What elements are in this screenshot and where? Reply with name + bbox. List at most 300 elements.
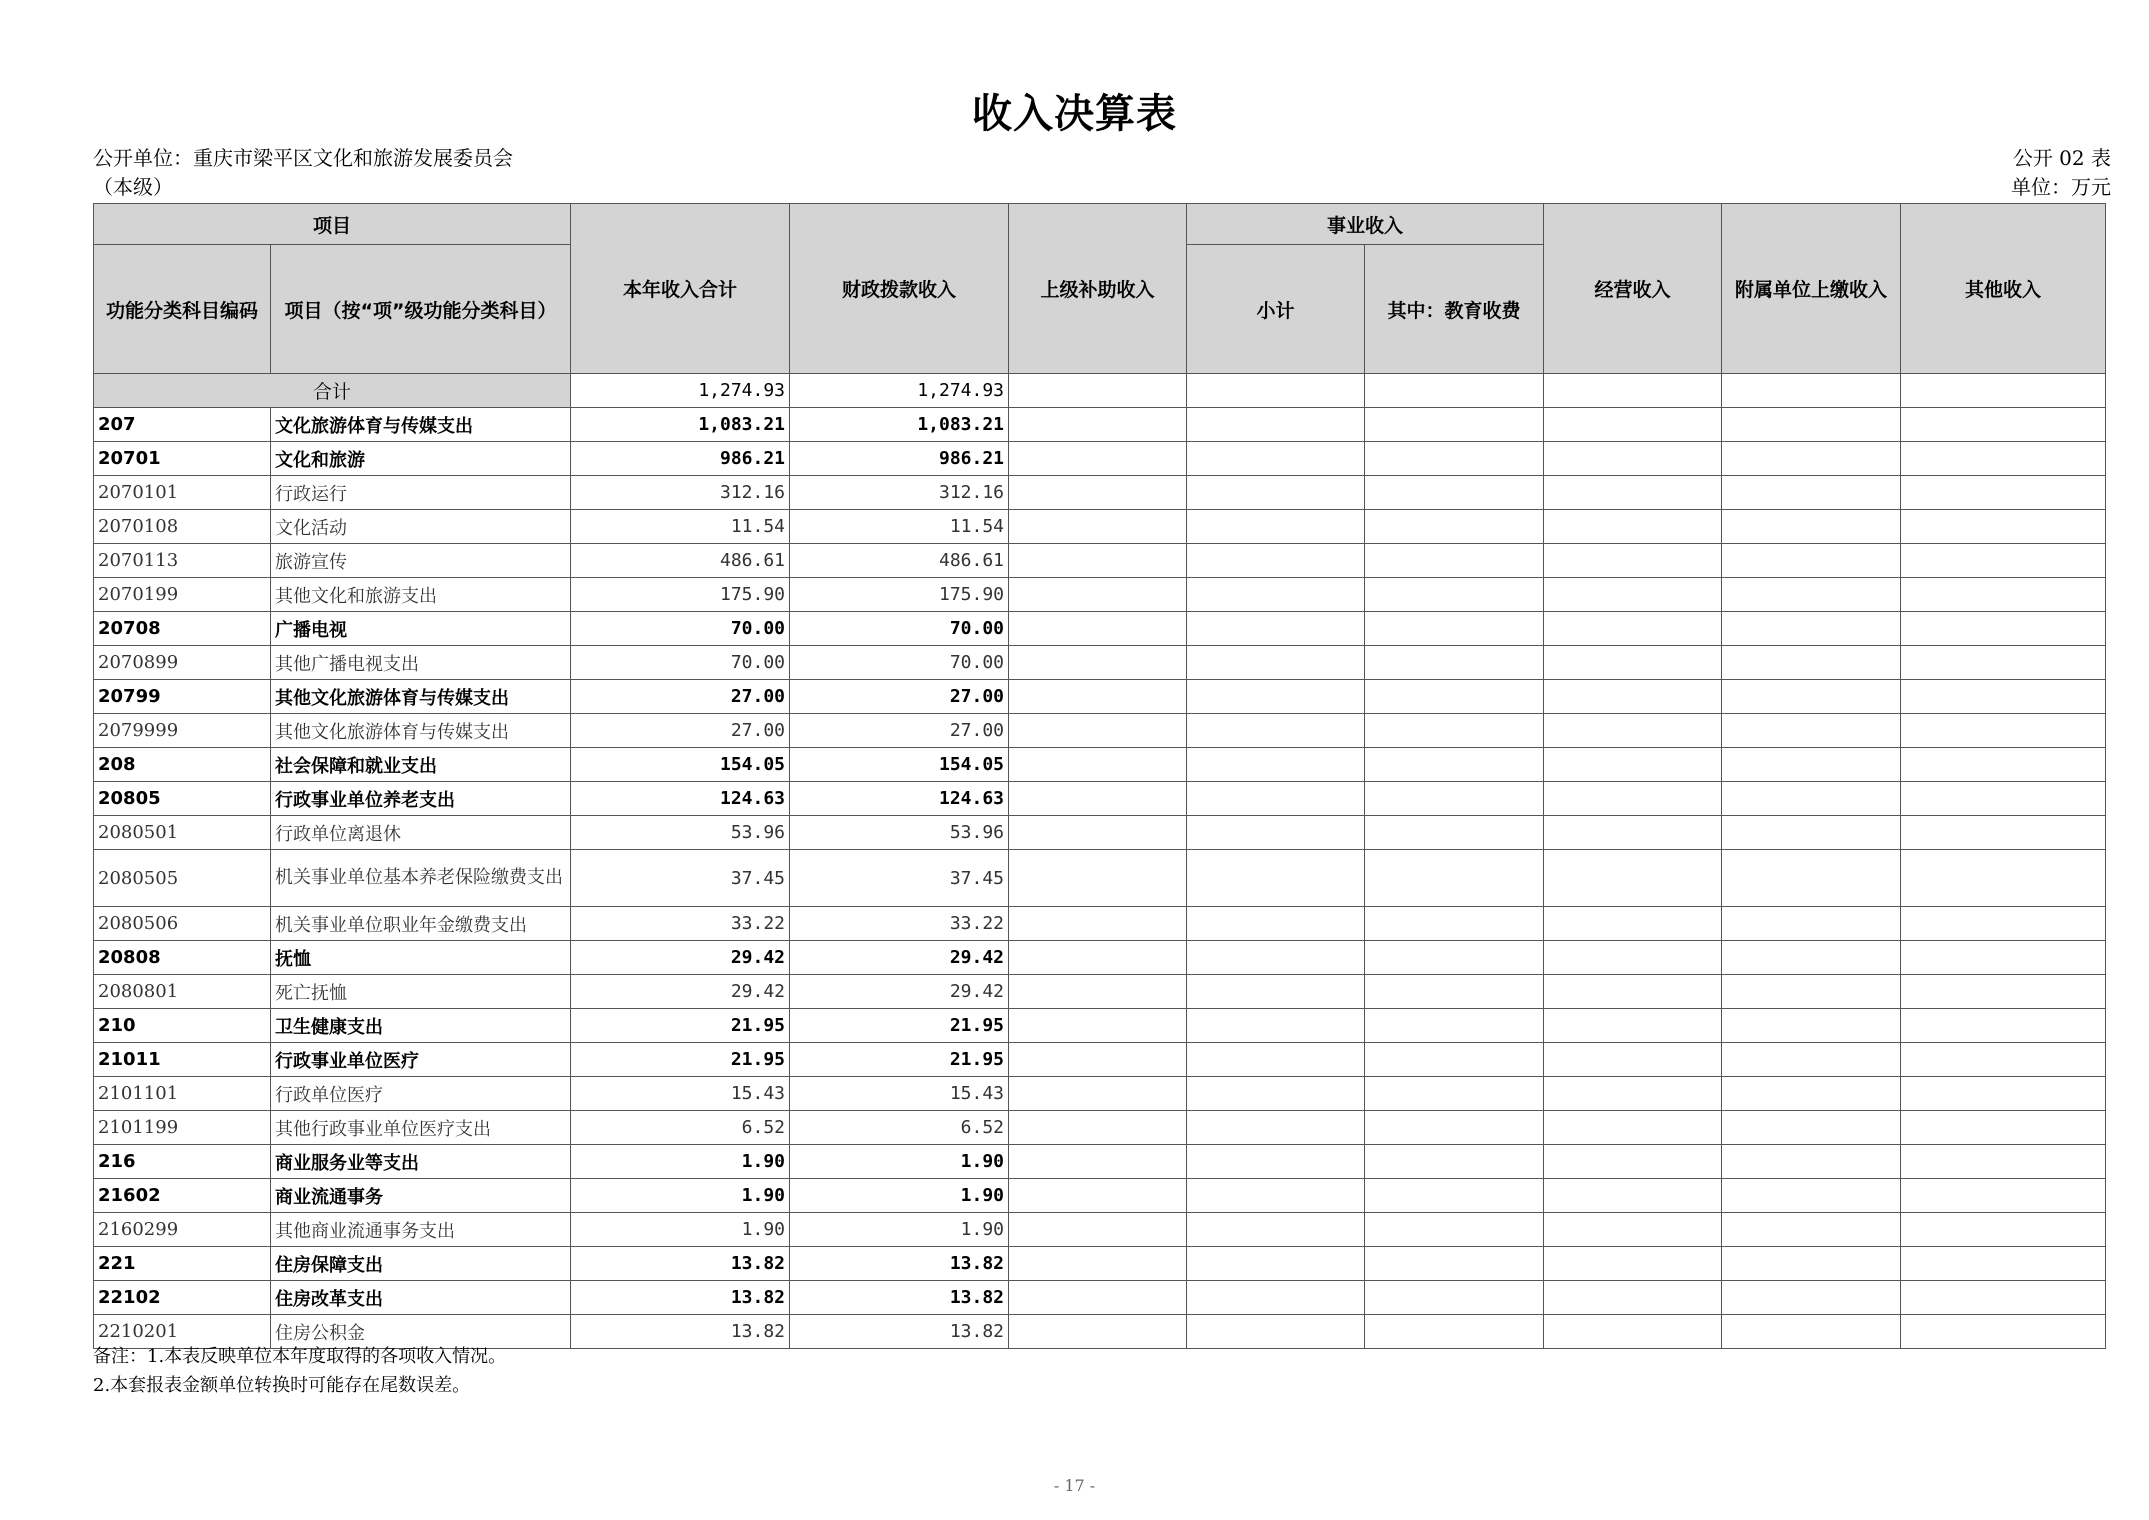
empty-cell <box>1365 1315 1544 1349</box>
row-name: 广播电视 <box>271 612 571 646</box>
row-total-income: 1.90 <box>571 1145 790 1179</box>
row-name: 行政事业单位养老支出 <box>271 782 571 816</box>
row-name: 行政单位离退休 <box>271 816 571 850</box>
empty-cell <box>1901 782 2106 816</box>
table-row <box>94 1111 2106 1145</box>
empty-cell <box>1544 612 1722 646</box>
row-code: 22102 <box>94 1281 271 1315</box>
empty-cell <box>1187 1247 1365 1281</box>
empty-cell <box>1009 1043 1187 1077</box>
empty-cell <box>1009 374 1187 408</box>
header-business-group: 事业收入 <box>1187 204 1544 245</box>
empty-cell <box>1901 544 2106 578</box>
empty-cell <box>1187 646 1365 680</box>
row-name: 其他广播电视支出 <box>271 646 571 680</box>
empty-cell <box>1009 408 1187 442</box>
note-1: 备注：1.本表反映单位本年度取得的各项收入情况。 <box>93 1346 507 1367</box>
empty-cell <box>1722 748 1901 782</box>
empty-cell <box>1544 544 1722 578</box>
table-row <box>94 975 2106 1009</box>
empty-cell <box>1187 476 1365 510</box>
empty-cell <box>1722 510 1901 544</box>
empty-cell <box>1365 1247 1544 1281</box>
row-fiscal: 1,083.21 <box>790 408 1009 442</box>
empty-cell <box>1544 1077 1722 1111</box>
header-func-code: 功能分类科目编码 <box>94 245 271 374</box>
empty-cell <box>1365 612 1544 646</box>
empty-cell <box>1187 544 1365 578</box>
empty-cell <box>1187 714 1365 748</box>
empty-cell <box>1901 442 2106 476</box>
row-code: 2080801 <box>94 975 271 1009</box>
empty-cell <box>1544 408 1722 442</box>
empty-cell <box>1365 782 1544 816</box>
row-name: 机关事业单位基本养老保险缴费支出 <box>271 850 571 907</box>
empty-cell <box>1187 1111 1365 1145</box>
empty-cell <box>1901 816 2106 850</box>
empty-cell <box>1544 1145 1722 1179</box>
empty-cell <box>1365 907 1544 941</box>
row-fiscal: 37.45 <box>790 850 1009 907</box>
empty-cell <box>1187 816 1365 850</box>
empty-cell <box>1187 1077 1365 1111</box>
empty-cell <box>1544 1315 1722 1349</box>
empty-cell <box>1544 1247 1722 1281</box>
empty-cell <box>1544 1043 1722 1077</box>
table-row <box>94 408 2106 442</box>
row-code: 2101199 <box>94 1111 271 1145</box>
row-total-income: 13.82 <box>571 1315 790 1349</box>
row-fiscal: 175.90 <box>790 578 1009 612</box>
empty-cell <box>1009 1145 1187 1179</box>
row-fiscal: 27.00 <box>790 680 1009 714</box>
row-code: 20701 <box>94 442 271 476</box>
empty-cell <box>1901 1315 2106 1349</box>
row-total-income: 29.42 <box>571 941 790 975</box>
empty-cell <box>1187 975 1365 1009</box>
empty-cell <box>1722 680 1901 714</box>
header-item-group: 项目 <box>94 204 571 245</box>
empty-cell <box>1009 748 1187 782</box>
empty-cell <box>1009 850 1187 907</box>
empty-cell <box>1187 510 1365 544</box>
empty-cell <box>1544 975 1722 1009</box>
total-row <box>94 374 2106 408</box>
row-code: 2080501 <box>94 816 271 850</box>
empty-cell <box>1365 850 1544 907</box>
empty-cell <box>1901 680 2106 714</box>
empty-cell <box>1544 374 1722 408</box>
table-row <box>94 1247 2106 1281</box>
row-name: 旅游宣传 <box>271 544 571 578</box>
empty-cell <box>1365 408 1544 442</box>
row-name: 文化旅游体育与传媒支出 <box>271 408 571 442</box>
row-name: 行政事业单位医疗 <box>271 1043 571 1077</box>
row-fiscal: 154.05 <box>790 748 1009 782</box>
empty-cell <box>1187 1213 1365 1247</box>
empty-cell <box>1187 408 1365 442</box>
row-total-income: 1.90 <box>571 1179 790 1213</box>
row-name: 社会保障和就业支出 <box>271 748 571 782</box>
empty-cell <box>1009 782 1187 816</box>
row-name: 其他商业流通事务支出 <box>271 1213 571 1247</box>
row-name: 机关事业单位职业年金缴费支出 <box>271 907 571 941</box>
empty-cell <box>1722 714 1901 748</box>
empty-cell <box>1365 1281 1544 1315</box>
table-row <box>94 748 2106 782</box>
header-affiliated: 附属单位上缴收入 <box>1722 204 1901 374</box>
table-row <box>94 782 2106 816</box>
row-name: 文化活动 <box>271 510 571 544</box>
empty-cell <box>1365 442 1544 476</box>
table-row <box>94 1077 2106 1111</box>
row-fiscal: 21.95 <box>790 1009 1009 1043</box>
row-total-income: 27.00 <box>571 714 790 748</box>
empty-cell <box>1009 1111 1187 1145</box>
row-fiscal: 124.63 <box>790 782 1009 816</box>
row-total-income: 175.90 <box>571 578 790 612</box>
note-2: 2.本套报表金额单位转换时可能存在尾数误差。 <box>93 1375 471 1396</box>
row-fiscal: 13.82 <box>790 1281 1009 1315</box>
row-name: 住房保障支出 <box>271 1247 571 1281</box>
empty-cell <box>1009 714 1187 748</box>
row-name: 商业服务业等支出 <box>271 1145 571 1179</box>
row-total-income: 70.00 <box>571 612 790 646</box>
row-name: 其他行政事业单位医疗支出 <box>271 1111 571 1145</box>
row-code: 2070199 <box>94 578 271 612</box>
form-number: 公开 02 表 <box>2012 146 2111 170</box>
empty-cell <box>1544 907 1722 941</box>
empty-cell <box>1901 748 2106 782</box>
income-final-accounts-table <box>93 203 2106 1349</box>
empty-cell <box>1722 941 1901 975</box>
empty-cell <box>1901 374 2106 408</box>
empty-cell <box>1187 907 1365 941</box>
row-name: 其他文化旅游体育与传媒支出 <box>271 680 571 714</box>
table-row <box>94 544 2106 578</box>
row-total-income: 124.63 <box>571 782 790 816</box>
empty-cell <box>1544 816 1722 850</box>
empty-cell <box>1901 1145 2106 1179</box>
row-total-income: 6.52 <box>571 1111 790 1145</box>
empty-cell <box>1365 1145 1544 1179</box>
empty-cell <box>1187 941 1365 975</box>
empty-cell <box>1722 578 1901 612</box>
row-code: 20799 <box>94 680 271 714</box>
empty-cell <box>1365 748 1544 782</box>
table-row <box>94 646 2106 680</box>
row-fiscal: 70.00 <box>790 646 1009 680</box>
empty-cell <box>1722 1179 1901 1213</box>
row-total-income: 21.95 <box>571 1043 790 1077</box>
empty-cell <box>1901 578 2106 612</box>
empty-cell <box>1365 714 1544 748</box>
row-fiscal: 986.21 <box>790 442 1009 476</box>
empty-cell <box>1187 850 1365 907</box>
table-row <box>94 510 2106 544</box>
table-row <box>94 476 2106 510</box>
empty-cell <box>1009 1315 1187 1349</box>
empty-cell <box>1901 907 2106 941</box>
row-total-income: 70.00 <box>571 646 790 680</box>
row-name: 卫生健康支出 <box>271 1009 571 1043</box>
empty-cell <box>1901 612 2106 646</box>
empty-cell <box>1009 544 1187 578</box>
row-total-income: 15.43 <box>571 1077 790 1111</box>
row-name: 死亡抚恤 <box>271 975 571 1009</box>
empty-cell <box>1722 1043 1901 1077</box>
empty-cell <box>1365 544 1544 578</box>
empty-cell <box>1544 680 1722 714</box>
empty-cell <box>1187 578 1365 612</box>
empty-cell <box>1544 748 1722 782</box>
empty-cell <box>1901 408 2106 442</box>
empty-cell <box>1187 1315 1365 1349</box>
empty-cell <box>1009 510 1187 544</box>
empty-cell <box>1009 476 1187 510</box>
row-name: 行政单位医疗 <box>271 1077 571 1111</box>
empty-cell <box>1901 476 2106 510</box>
row-total-income: 37.45 <box>571 850 790 907</box>
row-fiscal: 486.61 <box>790 544 1009 578</box>
table-row <box>94 680 2106 714</box>
empty-cell <box>1722 646 1901 680</box>
empty-cell <box>1009 680 1187 714</box>
row-fiscal: 15.43 <box>790 1077 1009 1111</box>
table-row <box>94 1281 2106 1315</box>
header-fiscal: 财政拨款收入 <box>790 204 1009 374</box>
unit-info <box>93 144 513 202</box>
unit-name: 公开单位：重庆市梁平区文化和旅游发展委员会 <box>93 146 513 170</box>
row-code: 210 <box>94 1009 271 1043</box>
table-row <box>94 1009 2106 1043</box>
row-fiscal: 312.16 <box>790 476 1009 510</box>
row-code: 2070101 <box>94 476 271 510</box>
empty-cell <box>1544 782 1722 816</box>
empty-cell <box>1722 476 1901 510</box>
empty-cell <box>1009 1077 1187 1111</box>
empty-cell <box>1187 748 1365 782</box>
row-code: 207 <box>94 408 271 442</box>
empty-cell <box>1187 374 1365 408</box>
row-name: 商业流通事务 <box>271 1179 571 1213</box>
table-row <box>94 1145 2106 1179</box>
empty-cell <box>1901 1009 2106 1043</box>
empty-cell <box>1009 1213 1187 1247</box>
empty-cell <box>1901 510 2106 544</box>
empty-cell <box>1009 975 1187 1009</box>
empty-cell <box>1722 850 1901 907</box>
header-total-income: 本年收入合计 <box>571 204 790 374</box>
row-total-income: 13.82 <box>571 1281 790 1315</box>
empty-cell <box>1901 1213 2106 1247</box>
empty-cell <box>1544 941 1722 975</box>
row-fiscal: 13.82 <box>790 1247 1009 1281</box>
empty-cell <box>1901 1281 2106 1315</box>
empty-cell <box>1009 1247 1187 1281</box>
empty-cell <box>1544 1179 1722 1213</box>
row-code: 2080505 <box>94 850 271 907</box>
empty-cell <box>1722 1315 1901 1349</box>
empty-cell <box>1901 1111 2106 1145</box>
empty-cell <box>1009 907 1187 941</box>
total-fiscal-value: 1,274.93 <box>790 374 1009 408</box>
empty-cell <box>1365 1043 1544 1077</box>
empty-cell <box>1365 510 1544 544</box>
row-fiscal: 33.22 <box>790 907 1009 941</box>
table-row <box>94 612 2106 646</box>
empty-cell <box>1365 680 1544 714</box>
row-code: 2070899 <box>94 646 271 680</box>
row-code: 2079999 <box>94 714 271 748</box>
unit-level: （本级） <box>93 175 173 199</box>
row-fiscal: 53.96 <box>790 816 1009 850</box>
empty-cell <box>1722 1111 1901 1145</box>
empty-cell <box>1901 714 2106 748</box>
empty-cell <box>1365 646 1544 680</box>
empty-cell <box>1901 1077 2106 1111</box>
header-subtotal: 小计 <box>1187 245 1365 374</box>
table-row <box>94 907 2106 941</box>
empty-cell <box>1187 782 1365 816</box>
row-total-income: 154.05 <box>571 748 790 782</box>
empty-cell <box>1722 975 1901 1009</box>
empty-cell <box>1544 1213 1722 1247</box>
empty-cell <box>1901 975 2106 1009</box>
row-code: 2070113 <box>94 544 271 578</box>
row-code: 2160299 <box>94 1213 271 1247</box>
empty-cell <box>1722 782 1901 816</box>
empty-cell <box>1722 442 1901 476</box>
table-row <box>94 850 2106 907</box>
empty-cell <box>1009 1281 1187 1315</box>
empty-cell <box>1187 442 1365 476</box>
empty-cell <box>1544 578 1722 612</box>
row-fiscal: 6.52 <box>790 1111 1009 1145</box>
empty-cell <box>1365 1009 1544 1043</box>
page-title: 收入决算表 <box>972 91 1177 137</box>
empty-cell <box>1365 975 1544 1009</box>
empty-cell <box>1544 1009 1722 1043</box>
empty-cell <box>1365 1077 1544 1111</box>
row-fiscal: 13.82 <box>790 1315 1009 1349</box>
row-code: 2101101 <box>94 1077 271 1111</box>
empty-cell <box>1009 612 1187 646</box>
empty-cell <box>1365 941 1544 975</box>
empty-cell <box>1187 680 1365 714</box>
table-row <box>94 1043 2106 1077</box>
empty-cell <box>1009 442 1187 476</box>
row-code: 216 <box>94 1145 271 1179</box>
row-name: 住房公积金 <box>271 1315 571 1349</box>
empty-cell <box>1009 1179 1187 1213</box>
empty-cell <box>1544 1111 1722 1145</box>
empty-cell <box>1544 476 1722 510</box>
row-fiscal: 29.42 <box>790 975 1009 1009</box>
empty-cell <box>1901 850 2106 907</box>
table-row <box>94 1179 2106 1213</box>
row-total-income: 21.95 <box>571 1009 790 1043</box>
row-fiscal: 1.90 <box>790 1213 1009 1247</box>
empty-cell <box>1365 476 1544 510</box>
row-name: 抚恤 <box>271 941 571 975</box>
header-superior: 上级补助收入 <box>1009 204 1187 374</box>
row-name: 文化和旅游 <box>271 442 571 476</box>
empty-cell <box>1187 1009 1365 1043</box>
empty-cell <box>1365 374 1544 408</box>
row-code: 20808 <box>94 941 271 975</box>
row-name: 住房改革支出 <box>271 1281 571 1315</box>
row-total-income: 29.42 <box>571 975 790 1009</box>
row-code: 2080506 <box>94 907 271 941</box>
row-name: 行政运行 <box>271 476 571 510</box>
empty-cell <box>1365 1179 1544 1213</box>
empty-cell <box>1544 510 1722 544</box>
row-fiscal: 1.90 <box>790 1145 1009 1179</box>
empty-cell <box>1722 1145 1901 1179</box>
row-code: 20805 <box>94 782 271 816</box>
header-item-name: 项目（按“项”级功能分类科目） <box>271 245 571 374</box>
row-total-income: 11.54 <box>571 510 790 544</box>
row-fiscal: 70.00 <box>790 612 1009 646</box>
header-operating: 经营收入 <box>1544 204 1722 374</box>
table-row <box>94 1213 2106 1247</box>
currency-unit: 单位：万元 <box>2011 175 2111 199</box>
notes <box>93 1342 506 1400</box>
empty-cell <box>1722 1247 1901 1281</box>
empty-cell <box>1722 1281 1901 1315</box>
row-total-income: 1.90 <box>571 1213 790 1247</box>
empty-cell <box>1544 714 1722 748</box>
empty-cell <box>1722 1077 1901 1111</box>
empty-cell <box>1009 941 1187 975</box>
empty-cell <box>1365 1213 1544 1247</box>
row-name: 其他文化旅游体育与传媒支出 <box>271 714 571 748</box>
header-education: 其中：教育收费 <box>1365 245 1544 374</box>
empty-cell <box>1187 1145 1365 1179</box>
row-total-income: 33.22 <box>571 907 790 941</box>
row-total-income: 27.00 <box>571 680 790 714</box>
table-row <box>94 816 2106 850</box>
header-other: 其他收入 <box>1901 204 2106 374</box>
empty-cell <box>1365 816 1544 850</box>
row-total-income: 486.61 <box>571 544 790 578</box>
row-code: 208 <box>94 748 271 782</box>
empty-cell <box>1544 442 1722 476</box>
row-code: 2070108 <box>94 510 271 544</box>
empty-cell <box>1722 544 1901 578</box>
row-total-income: 1,083.21 <box>571 408 790 442</box>
empty-cell <box>1187 1179 1365 1213</box>
total-income-value: 1,274.93 <box>571 374 790 408</box>
row-fiscal: 29.42 <box>790 941 1009 975</box>
row-total-income: 13.82 <box>571 1247 790 1281</box>
table-row <box>94 941 2106 975</box>
row-fiscal: 1.90 <box>790 1179 1009 1213</box>
table-row <box>94 442 2106 476</box>
empty-cell <box>1187 1281 1365 1315</box>
empty-cell <box>1722 374 1901 408</box>
empty-cell <box>1901 646 2106 680</box>
row-code: 221 <box>94 1247 271 1281</box>
row-name: 其他文化和旅游支出 <box>271 578 571 612</box>
row-total-income: 312.16 <box>571 476 790 510</box>
empty-cell <box>1901 1247 2106 1281</box>
empty-cell <box>1722 1009 1901 1043</box>
row-fiscal: 11.54 <box>790 510 1009 544</box>
row-code: 20708 <box>94 612 271 646</box>
empty-cell <box>1544 646 1722 680</box>
